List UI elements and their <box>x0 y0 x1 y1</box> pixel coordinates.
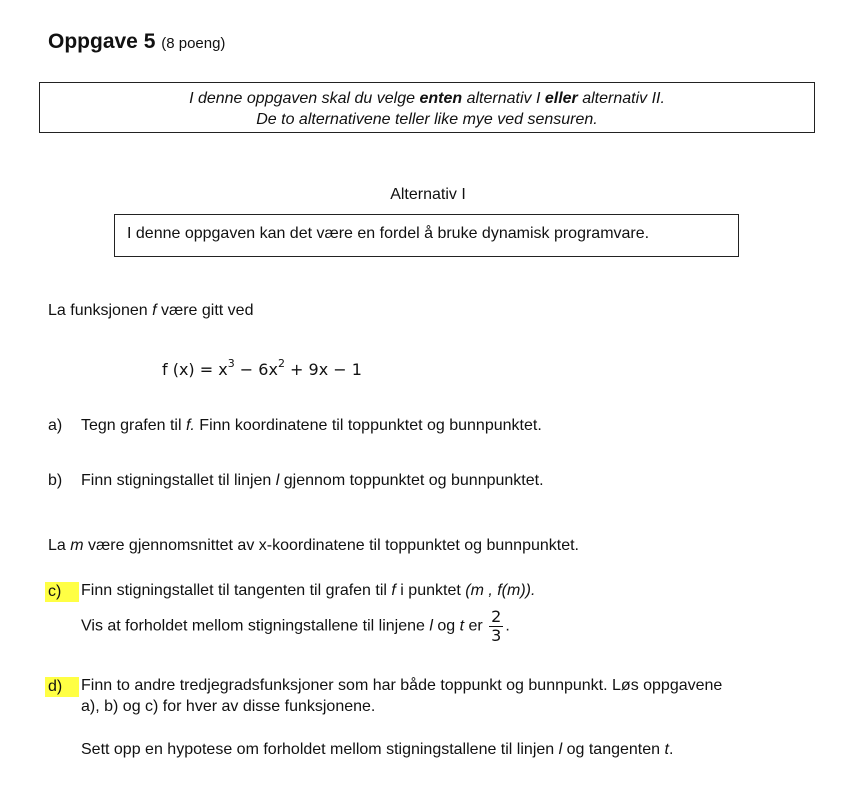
instruction-line-1 <box>40 88 814 109</box>
instruction-text: alternativ II. <box>577 90 665 107</box>
task-d-line-3 <box>81 741 673 759</box>
formula-part: − 6x <box>234 360 278 379</box>
formula-exponent: 3 <box>227 356 235 370</box>
task-d-part: . <box>668 741 674 758</box>
fraction-two-thirds <box>489 608 503 645</box>
task-c-var-l: l <box>429 617 433 635</box>
task-a-part: Finn koordinatene til toppunktet og bunnpunktet. <box>194 417 542 434</box>
software-notice-text: I denne oppgaven kan det være en fordel å bruke dynamisk programvare. <box>127 225 650 242</box>
middle-var-m: m <box>70 537 84 554</box>
task-d-line-2: a), b) og c) for hver av disse funksjonene. <box>81 698 376 715</box>
middle-text: La <box>48 537 71 554</box>
intro-text: La funksjonen <box>48 302 153 319</box>
instruction-emphasis-eller: eller <box>544 90 578 107</box>
intro-var-f: f <box>152 302 157 319</box>
function-formula <box>162 356 362 379</box>
task-points: (8 poeng) <box>161 35 226 52</box>
task-b-part: gjennom toppunktet og bunnpunktet. <box>279 472 544 489</box>
alternative-heading: Alternativ I <box>390 186 466 203</box>
fraction-numerator: 2 <box>491 607 502 626</box>
task-c-part: Finn stigningstallet til tangenten til grafen til <box>81 582 392 599</box>
fraction-denominator: 3 <box>491 626 502 645</box>
task-c-part: . <box>505 617 510 635</box>
task-title-text: Oppgave 5 <box>48 30 156 53</box>
task-a-text <box>81 417 542 435</box>
task-c-part: i punktet <box>395 582 466 599</box>
instruction-text: alternativ I <box>462 90 545 107</box>
instruction-line-2: De to alternativene teller like mye ved sensuren. <box>256 111 598 128</box>
formula-part: + 9x − 1 <box>284 360 362 379</box>
task-d-part: og tangenten <box>562 741 665 758</box>
instruction-box <box>39 82 815 133</box>
task-b-var: l <box>275 472 280 489</box>
middle-text: være gjennomsnittet av x-koordinatene til toppunktet og bunnpunktet. <box>83 537 579 554</box>
task-c-label: c) <box>45 582 79 602</box>
task-c-part: og <box>432 617 460 635</box>
task-a-part: Tegn grafen til <box>81 417 186 434</box>
task-a-var: f. <box>185 417 195 434</box>
task-d-line-1: Finn to andre tredjegradsfunksjoner som har både toppunkt og bunnpunkt. Løs oppgavene <box>81 677 723 694</box>
task-c-line-2 <box>81 608 510 645</box>
task-b-text <box>81 472 544 490</box>
task-c-part: er <box>464 617 488 635</box>
task-d-label: d) <box>45 677 79 697</box>
formula-exponent: 2 <box>277 356 285 370</box>
task-d-var-t: t <box>664 741 669 758</box>
task-c-point: (m , f(m)). <box>465 582 536 599</box>
task-a-label: a) <box>48 417 63 434</box>
task-c-line-1 <box>81 582 535 600</box>
intro-paragraph <box>48 302 253 320</box>
intro-text: være gitt ved <box>156 302 254 319</box>
task-d-part: Sett opp en hypotese om forholdet mellom stigningstallene til linjen <box>81 741 559 758</box>
instruction-text: I denne oppgaven skal du velge <box>189 90 420 107</box>
instruction-emphasis-enten: enten <box>419 90 463 107</box>
middle-paragraph <box>48 537 579 555</box>
task-c-var-t: t <box>459 617 465 635</box>
task-d-var-l: l <box>558 741 563 758</box>
task-b-part: Finn stigningstallet til linjen <box>81 472 276 489</box>
task-b-label: b) <box>48 472 63 489</box>
software-notice-box <box>114 214 739 257</box>
task-c-part: Vis at forholdet mellom stigningstallene til linjene <box>81 617 430 635</box>
formula-part: f (x) = x <box>162 360 228 379</box>
task-title <box>48 30 225 54</box>
task-c-var-f: f <box>391 582 396 599</box>
